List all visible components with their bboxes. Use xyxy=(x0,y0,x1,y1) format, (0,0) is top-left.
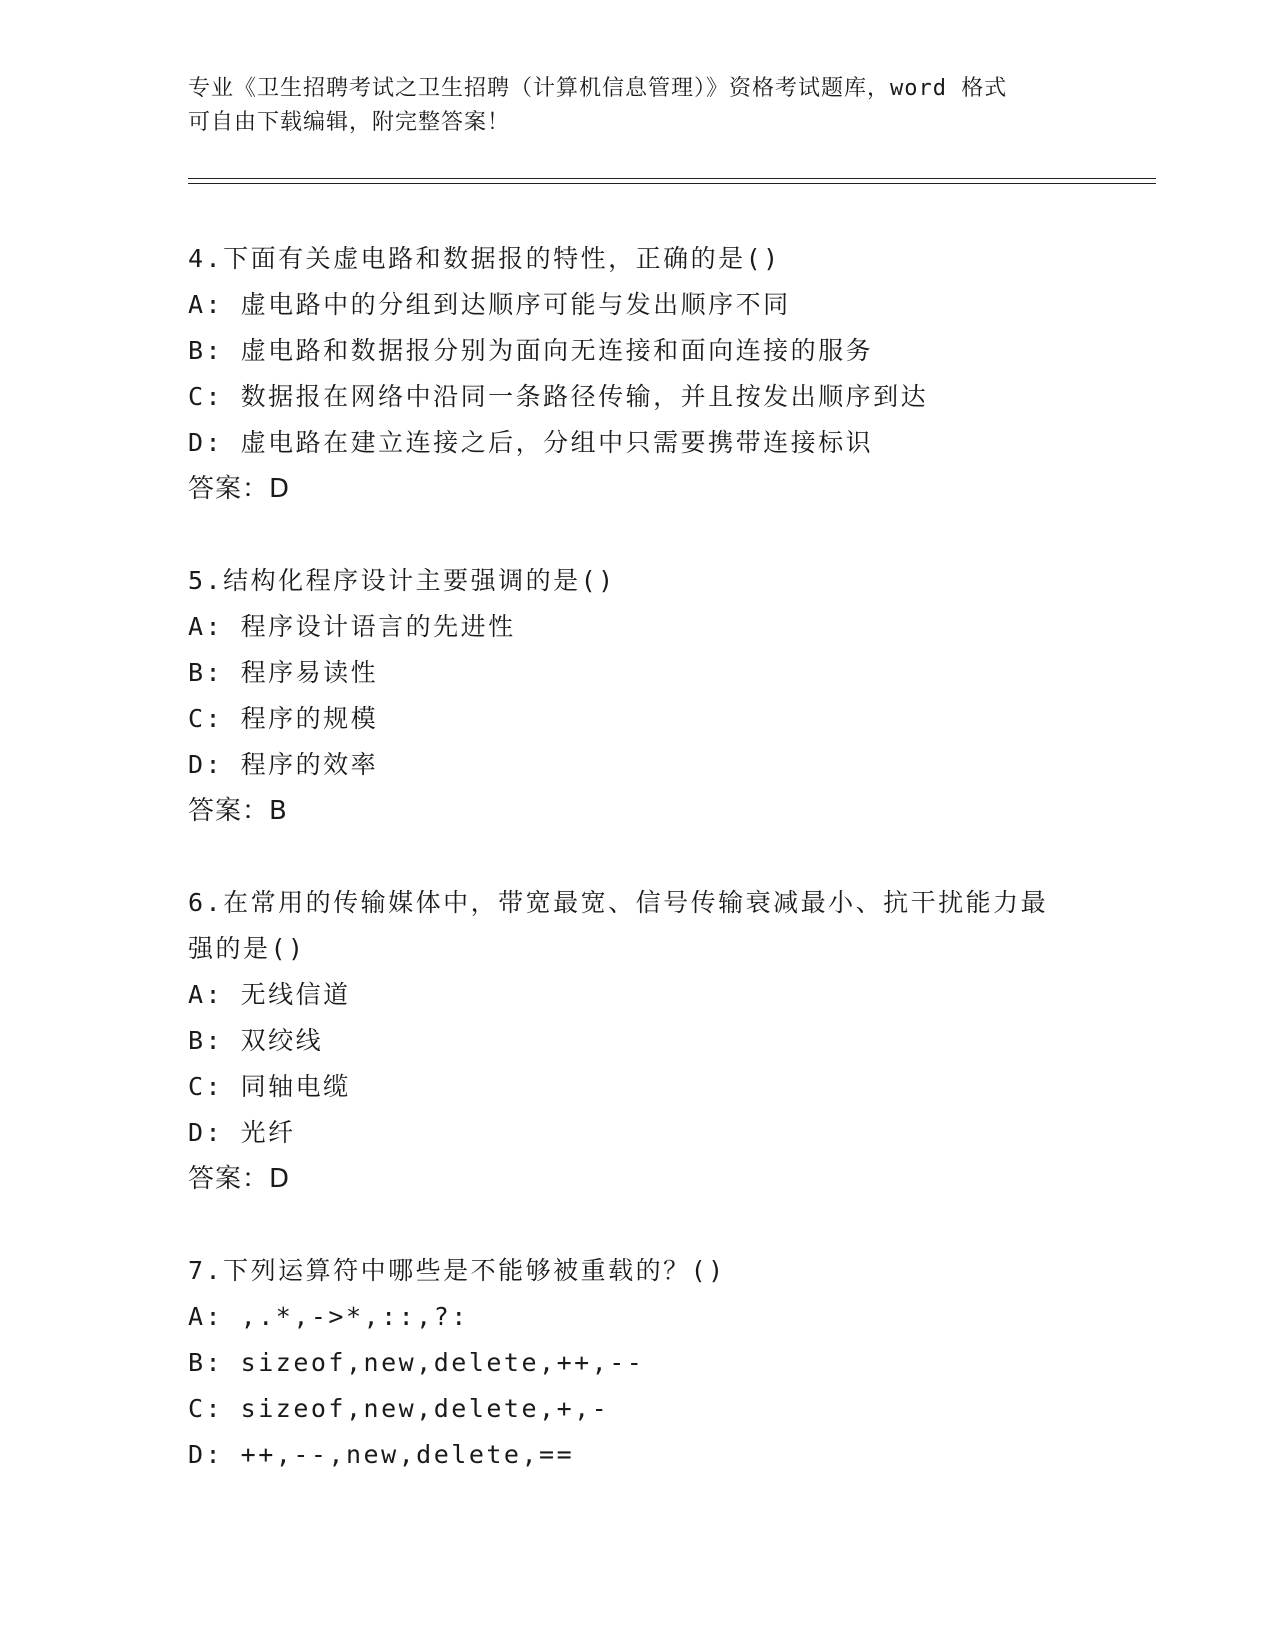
question-7 xyxy=(188,1248,1148,1478)
option-key: D: xyxy=(188,750,224,779)
header-divider-top xyxy=(188,178,1156,179)
option-d xyxy=(188,1432,1148,1478)
answer-line: 答案：D xyxy=(188,1164,291,1194)
question-stem: 4.下面有关虚电路和数据报的特性，正确的是() xyxy=(188,244,781,273)
option-key: A: xyxy=(188,980,224,1009)
option-text: 虚电路和数据报分别为面向无连接和面向连接的服务 xyxy=(223,336,874,365)
option-b xyxy=(188,1018,1148,1064)
option-text: 虚电路中的分组到达顺序可能与发出顺序不同 xyxy=(223,290,791,319)
question-stem: 6.在常用的传输媒体中，带宽最宽、信号传输衰减最小、抗干扰能力最强的是() xyxy=(188,888,1049,963)
question-4 xyxy=(188,236,1148,512)
option-text: 程序设计语言的先进性 xyxy=(223,612,516,641)
question-stem: 5.结构化程序设计主要强调的是() xyxy=(188,566,616,595)
option-key: A: xyxy=(188,1302,224,1331)
option-text: 同轴电缆 xyxy=(223,1072,351,1101)
option-key: C: xyxy=(188,382,224,411)
option-text: ++,--,new,delete,== xyxy=(223,1440,575,1469)
option-text: 数据报在网络中沿同一条路径传输，并且按发出顺序到达 xyxy=(223,382,929,411)
option-key: A: xyxy=(188,290,224,319)
option-b xyxy=(188,1340,1148,1386)
question-6 xyxy=(188,880,1148,1202)
option-c xyxy=(188,374,1148,420)
answer-line: 答案：D xyxy=(188,474,291,504)
option-key: B: xyxy=(188,1348,224,1377)
option-a xyxy=(188,282,1148,328)
option-key: D: xyxy=(188,1118,224,1147)
option-a xyxy=(188,1294,1148,1340)
question-stem: 7.下列运算符中哪些是不能够被重载的？() xyxy=(188,1256,726,1285)
option-text: 虚电路在建立连接之后，分组中只需要携带连接标识 xyxy=(223,428,874,457)
option-key: A: xyxy=(188,612,224,641)
option-text: 程序易读性 xyxy=(223,658,379,687)
option-text: ,.*,->*,::,?: xyxy=(223,1302,469,1331)
option-key: C: xyxy=(188,1072,224,1101)
option-key: C: xyxy=(188,704,224,733)
option-text: 光纤 xyxy=(223,1118,296,1147)
header-line-2: 可自由下载编辑，附完整答案！ xyxy=(188,110,511,135)
question-5 xyxy=(188,558,1148,834)
option-key: D: xyxy=(188,428,224,457)
question-list xyxy=(188,236,1148,1524)
option-b xyxy=(188,650,1148,696)
option-text: sizeof,new,delete,++,-- xyxy=(223,1348,645,1377)
answer-line: 答案：B xyxy=(188,796,288,826)
option-key: B: xyxy=(188,658,224,687)
option-key: D: xyxy=(188,1440,224,1469)
document-header xyxy=(188,72,1088,140)
option-text: 双绞线 xyxy=(223,1026,324,1055)
option-d xyxy=(188,1110,1148,1156)
option-key: B: xyxy=(188,336,224,365)
option-c xyxy=(188,1064,1148,1110)
header-line-1: 专业《卫生招聘考试之卫生招聘（计算机信息管理）》资格考试题库，word 格式 xyxy=(188,76,1008,101)
header-divider-bottom xyxy=(188,183,1156,184)
option-a xyxy=(188,972,1148,1018)
option-d xyxy=(188,420,1148,466)
option-d xyxy=(188,742,1148,788)
option-a xyxy=(188,604,1148,650)
option-text: 程序的规模 xyxy=(223,704,379,733)
option-c xyxy=(188,696,1148,742)
option-text: 无线信道 xyxy=(223,980,351,1009)
option-key: B: xyxy=(188,1026,224,1055)
option-b xyxy=(188,328,1148,374)
option-key: C: xyxy=(188,1394,224,1423)
option-c xyxy=(188,1386,1148,1432)
option-text: sizeof,new,delete,+,- xyxy=(223,1394,610,1423)
option-text: 程序的效率 xyxy=(223,750,379,779)
